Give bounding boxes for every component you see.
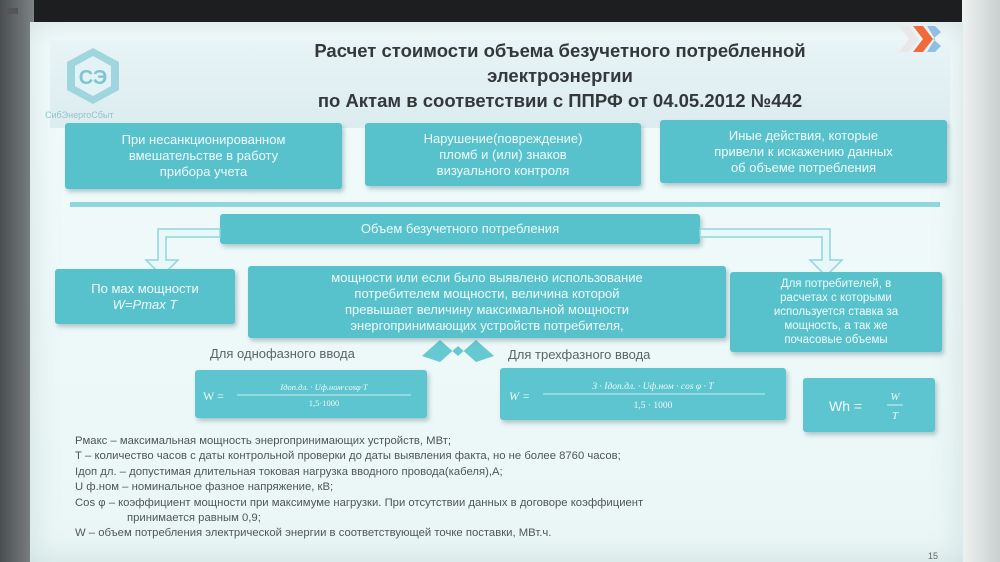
- legend-item: Рмакс – максимальная мощность энергопринимающих устройств, МВт;: [75, 435, 452, 447]
- formula-lhs: Wh =: [829, 398, 863, 414]
- formula-numerator: Iдоп.дл. · Uф.ном·cosφ·T: [279, 382, 368, 392]
- channel-logo-icon: [895, 22, 943, 56]
- legend-item: Iдоп дл. – допустимая длительная токовая нагрузка вводного провода(кабеля),А;: [75, 465, 503, 478]
- box-line: используется ставка за: [773, 306, 899, 318]
- box-line: потребителем мощности, величина которой: [354, 286, 620, 301]
- three-phase-label: Для трехфазного ввода: [508, 347, 651, 362]
- formula-three-phase: [500, 368, 786, 420]
- formula-numerator: W: [890, 391, 900, 403]
- box-line: мощности или если было выявлено использование: [331, 270, 643, 285]
- room-top: [0, 0, 1000, 22]
- box-line: Для потребителей, в: [780, 278, 892, 290]
- box-line: превышает величину максимальной мощности: [344, 302, 630, 317]
- legend-item: Т – количество часов с даты контрольной проверки до даты выявления факта, но не более 8760 часов;: [75, 450, 621, 463]
- box-line: W=Pmax T: [112, 296, 178, 312]
- camera-watermark: [6, 8, 18, 14]
- box-line: Нарушение(повреждение): [423, 130, 583, 146]
- formula-three-svg: [503, 372, 783, 416]
- formula-lhs: W =: [509, 389, 531, 403]
- formula-wh: [803, 378, 935, 432]
- title-line: электроэнергии: [487, 65, 633, 86]
- legend-item: Cos φ – коэффициент мощности при максимуме нагрузки. При отсутствии данных в договоре коэффициент: [75, 496, 644, 509]
- central-box-label: Объем безучетного потребления: [360, 221, 560, 236]
- box-line: мощность, а так же: [784, 320, 888, 332]
- legend-item: W – объем потребления электрической энергии в соответствующей точке поставки, МВт.ч.: [75, 527, 552, 540]
- box-line: энергопринимающих устройств потребителя,: [350, 318, 624, 333]
- box-hourly-consumers: [730, 272, 942, 352]
- formula-single-phase: [195, 370, 427, 418]
- box-line: расчетах с которыми: [780, 292, 892, 304]
- box-line: об объеме потребления: [730, 159, 877, 175]
- box-line: прибора учета: [159, 164, 248, 179]
- box-max-power: [55, 269, 235, 324]
- title-line: по Актам в соответствии с ППРФ от 04.05.2012 №442: [317, 90, 803, 111]
- legend-item: принимается равным 0,9;: [127, 512, 261, 525]
- formula-wh-svg: [809, 383, 929, 427]
- box-power-overuse: [248, 266, 726, 338]
- page-number: 15: [928, 551, 939, 561]
- formula-numerator: 3 · Iдоп.дл. · Uф.ном · cos φ · T: [592, 382, 714, 392]
- formula-single-svg: [199, 374, 424, 414]
- box-line: визуального контроля: [436, 162, 570, 178]
- room-left-wall: [0, 0, 34, 562]
- legend: [75, 434, 945, 542]
- legend-item: U ф.ном – номинальное фазное напряжение, кВ;: [75, 481, 334, 494]
- single-phase-label: Для однофазного ввода: [210, 346, 355, 361]
- presentation-slide: [30, 22, 963, 562]
- formula-lhs: W =: [202, 389, 224, 403]
- svg-text:СЭ: СЭ: [78, 67, 108, 89]
- box-line: вмешательстве в работу: [128, 148, 279, 163]
- box-line: привели к искажению данных: [714, 143, 893, 159]
- box-line: По мах мощности: [91, 280, 199, 296]
- box-line: Иные действия, которые: [728, 127, 879, 143]
- box-line: пломб и (или) знаков: [439, 146, 567, 162]
- formula-denominator: T: [891, 410, 899, 422]
- formula-denominator: 1,5 · 1000: [633, 401, 673, 411]
- title-line: Расчет стоимости объема безучетного потребленной: [314, 40, 806, 61]
- box-line: почасовые объемы: [784, 334, 888, 346]
- box-line: При несанкционированном: [121, 132, 286, 147]
- formula-denominator: 1,5·1000: [308, 398, 339, 408]
- company-name: СибЭнергоСбыт: [45, 110, 114, 120]
- room-right-wall: [962, 0, 1000, 562]
